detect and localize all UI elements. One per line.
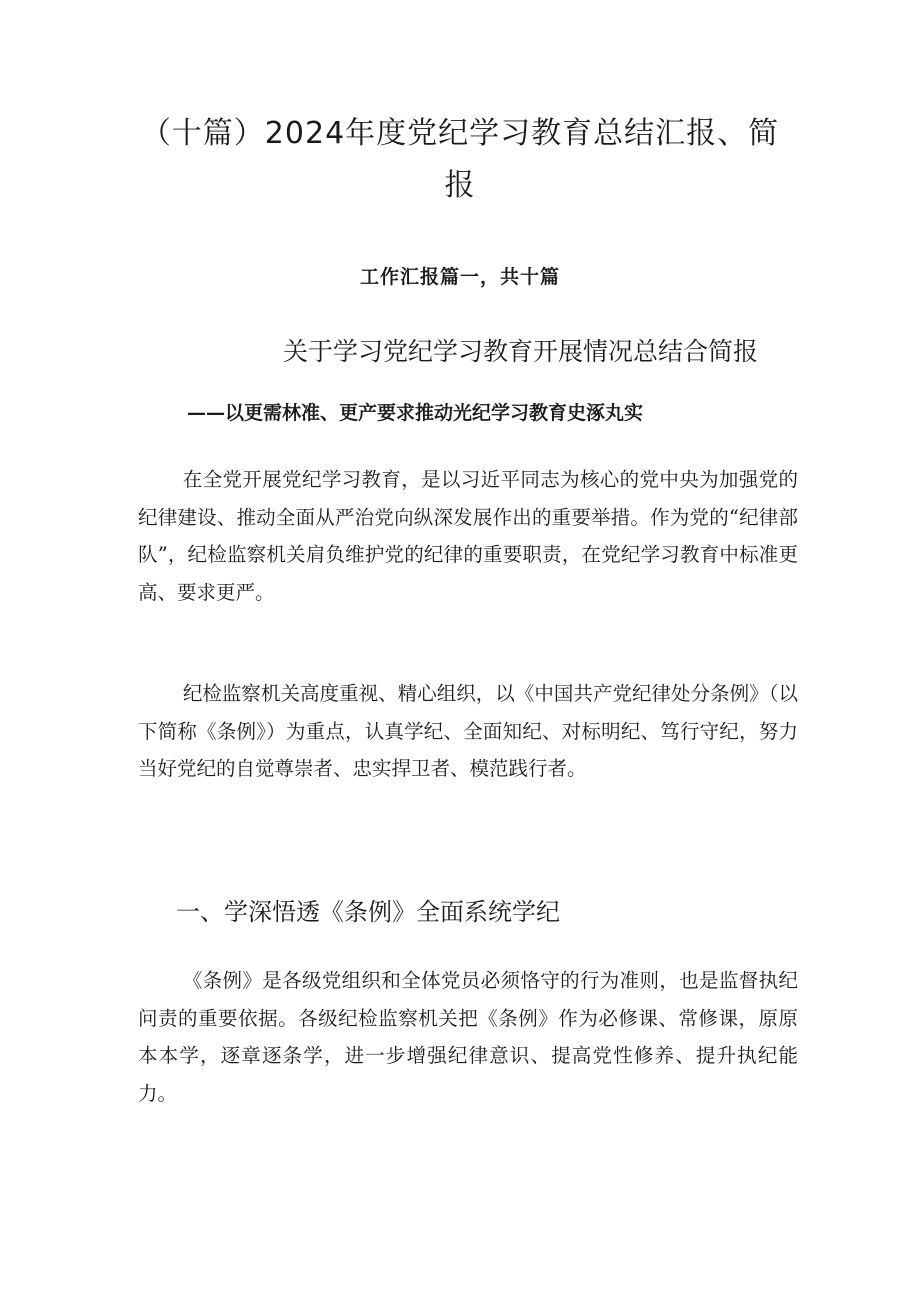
section-heading: 一、学深悟透《条例》全面系统学纪	[176, 898, 560, 926]
body-paragraph: 《条例》是各级党组织和全体党员必须恪守的行为准则，也是监督执纪问责的重要依据。各级纪检监察机关把《条例》作为必修课、常修课，原原本本学，逐章逐条学，进一步增强纪律意识、提高党性修养、提升执纪能力。	[138, 969, 798, 1105]
document-title: （十篇）2024年度党纪学习教育总结汇报、简报	[140, 116, 780, 203]
body-paragraph: 在全党开展党纪学习教育，是以习近平同志为核心的党中央为加强党的纪律建设、推动全面从严治党向纵深发展作出的重要举措。作为党的“纪律部队”，纪检监察机关肩负维护党的纪律的重要职责，在党纪学习教育中标准更高、要求更严。	[138, 468, 798, 604]
report-subtitle: ——以更需林准、更产要求推动光纪学习教育史涿丸实	[187, 402, 644, 424]
body-paragraph: 纪检监察机关高度重视、精心组织，以《中国共产党纪律处分条例》（以下简称《条例》）为重点，认真学纪、全面知纪、对标明纪、笃行守纪，努力当好党纪的自觉尊崇者、忠实捍卫者、模范践行者。	[138, 682, 798, 780]
report-title: 关于学习党纪学习教育开展情况总结合简报	[283, 337, 759, 366]
section-label: 工作汇报篇一，共十篇	[359, 266, 560, 288]
